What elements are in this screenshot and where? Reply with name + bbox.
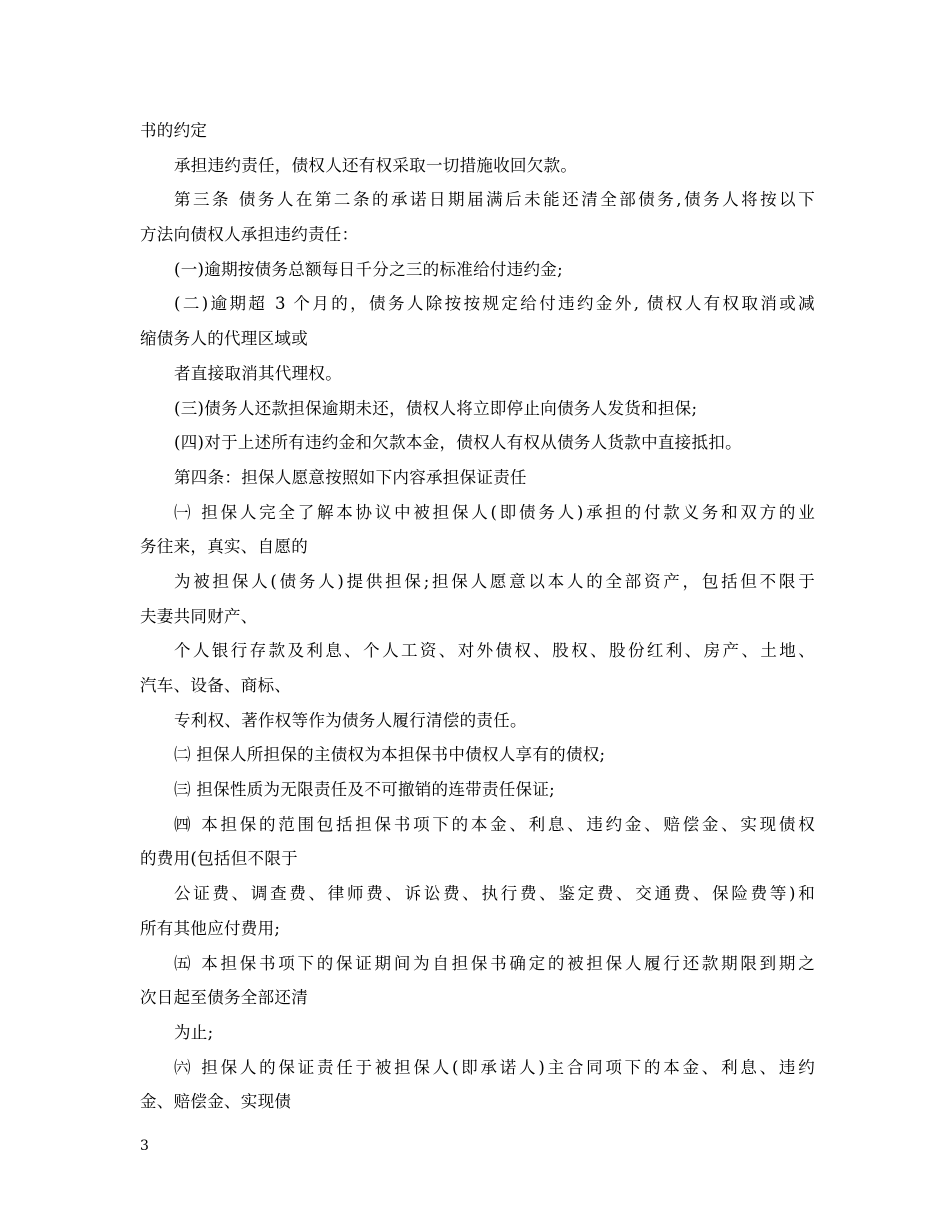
text-line: 承担违约责任，债权人还有权采取一切措施收回欠款。 bbox=[174, 155, 578, 175]
text-line: (一)逾期按债务总额每日千分之三的标准给付违约金; bbox=[174, 259, 563, 279]
text-line: 方法向债权人承担违约责任： bbox=[140, 225, 359, 245]
text-line: (三)债务人还款担保逾期未还，债权人将立即停止向债务人发货和担保; bbox=[174, 398, 698, 418]
document-body bbox=[140, 114, 815, 1120]
text-line: 次日起至债务全部还清 bbox=[140, 988, 308, 1008]
text-line: 第四条：担保人愿意按照如下内容承担保证责任 bbox=[174, 467, 527, 487]
text-line: 所有其他应付费用; bbox=[140, 918, 281, 938]
text-line: 夫妻共同财产、 bbox=[140, 606, 258, 626]
text-line: ㈤ 本担保书项下的保证期间为自担保书确定的被担保人履行还款期限到期之 bbox=[174, 953, 815, 973]
text-line: ㈣ 本担保的范围包括担保书项下的本金、利息、违约金、赔偿金、实现债权 bbox=[174, 814, 815, 834]
text-line: 书的约定 bbox=[140, 121, 208, 140]
text-line: ㈠ 担保人完全了解本协议中被担保人(即债务人)承担的付款义务和双方的业 bbox=[174, 502, 815, 522]
text-line: (四)对于上述所有违约金和欠款本金，债权人有权从债务人货款中直接抵扣。 bbox=[174, 433, 742, 453]
text-line: ㈥ 担保人的保证责任于被担保人(即承诺人)主合同项下的本金、利息、违约 bbox=[174, 1057, 815, 1077]
text-line: 为止; bbox=[174, 1022, 214, 1042]
text-line: 专利权、著作权等作为债务人履行清偿的责任。 bbox=[174, 710, 527, 730]
text-line: 为被担保人(债务人)提供担保;担保人愿意以本人的全部资产，包括但不限于 bbox=[174, 571, 815, 591]
text-line: ㈢ 担保性质为无限责任及不可撤销的连带责任保证; bbox=[174, 780, 556, 800]
text-line: 缩债务人的代理区域或 bbox=[140, 329, 308, 349]
text-line: 公证费、调查费、律师费、诉讼费、执行费、鉴定费、交通费、保险费等)和 bbox=[174, 884, 815, 904]
text-line: 汽车、设备、商标、 bbox=[140, 676, 292, 695]
page-number: 3 bbox=[140, 1138, 149, 1154]
text-line: 的费用(包括但不限于 bbox=[140, 849, 298, 869]
text-line: 第三条 债务人在第二条的承诺日期届满后未能还清全部债务,债务人将按以下 bbox=[174, 190, 815, 210]
text-line: 个人银行存款及利息、个人工资、对外债权、股权、股份红利、房产、土地、 bbox=[174, 641, 815, 661]
text-line: 者直接取消其代理权。 bbox=[174, 363, 342, 383]
text-line: ㈡ 担保人所担保的主债权为本担保书中债权人享有的债权; bbox=[174, 745, 606, 765]
text-line: 金、赔偿金、实现债 bbox=[140, 1092, 292, 1112]
text-line: 务往来，真实、自愿的 bbox=[140, 537, 308, 557]
text-line: (二)逾期超 3 个月的，债务人除按按规定给付违约金外, 债权人有权取消或减 bbox=[174, 294, 815, 314]
